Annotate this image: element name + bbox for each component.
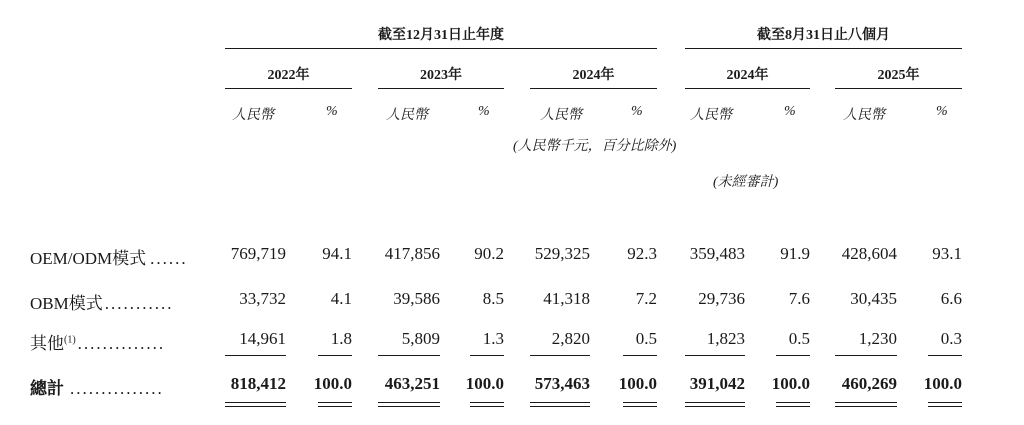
cell-others-2025-amount: 1,230 (858, 329, 897, 348)
unit-pct-2024: % (631, 104, 643, 119)
unit-pct-2025: % (936, 104, 948, 119)
cell-others-2024-8m-pct: 0.5 (788, 329, 810, 348)
cell-oem-2023-amount: 417,856 (384, 244, 440, 263)
row-label-total: 總計 ............... (30, 379, 164, 398)
cell-total-2025-amount: 460,269 (841, 374, 897, 393)
cell-obm-2023-amount: 39,586 (393, 289, 440, 308)
subtotal-rule-2023-pct (470, 355, 504, 356)
cell-oem-2024-pct: 92.3 (627, 244, 657, 263)
unit-pct-2023: % (478, 104, 490, 119)
year-header-2023: 2023年 (420, 68, 462, 83)
subtotal-rule-2023-amount (378, 355, 440, 356)
cell-obm-2024-pct: 7.2 (635, 289, 657, 308)
rule-group1 (225, 48, 657, 49)
rule-year-2025 (835, 88, 962, 89)
subtotal-rule-2025-amount (835, 355, 897, 356)
subtotal-rule-2022-amount (225, 355, 286, 356)
group-title-eight-months: 截至8月31日止八個月 (757, 28, 890, 43)
rule-year-2024-8m (685, 88, 810, 89)
cell-others-2024-pct: 0.5 (635, 329, 657, 348)
cell-obm-2024-8m-amount: 29,736 (698, 289, 745, 308)
cell-total-2024-8m-pct: 100.0 (771, 374, 810, 393)
row-label-oem-odm: OEM/ODM模式 ...... (30, 249, 188, 268)
cell-total-2024-pct: 100.0 (618, 374, 657, 393)
subtotal-rule-2024-8m-pct (776, 355, 810, 356)
cell-obm-2025-pct: 6.6 (940, 289, 962, 308)
cell-obm-2022-pct: 4.1 (330, 289, 352, 308)
unit-rmb-2024: 人民幣 (540, 108, 582, 123)
cell-others-2024-8m-amount: 1,823 (706, 329, 745, 348)
row-label-others: 其他$^{(1)}$ .............. (30, 334, 166, 353)
cell-oem-2025-amount: 428,604 (841, 244, 897, 263)
cell-oem-2025-pct: 93.1 (932, 244, 962, 263)
unit-rmb-2022: 人民幣 (232, 108, 274, 123)
note-unit-thousand: (人民幣千元，百分比除外) (513, 139, 677, 154)
cell-total-2023-pct: 100.0 (465, 374, 504, 393)
cell-others-2024-amount: 2,820 (551, 329, 590, 348)
cell-obm-2024-8m-pct: 7.6 (788, 289, 810, 308)
cell-total-2024-8m-amount: 391,042 (689, 374, 745, 393)
unit-pct-2022: % (326, 104, 338, 119)
row-label-obm: OBM模式 ........... (30, 294, 174, 313)
year-header-2024: 2024年 (572, 68, 615, 83)
rule-year-2022 (225, 88, 352, 89)
cell-obm-2024-amount: 41,318 (543, 289, 590, 308)
subtotal-rule-2022-pct (318, 355, 352, 356)
cell-total-2022-amount: 818,412 (230, 374, 286, 393)
cell-oem-2022-pct: 94.1 (322, 244, 352, 263)
unit-rmb-2023: 人民幣 (386, 108, 428, 123)
cell-oem-2024-8m-pct: 91.9 (780, 244, 810, 263)
cell-others-2025-pct: 0.3 (940, 329, 962, 348)
cell-others-2023-pct: 1.3 (482, 329, 504, 348)
cell-total-2023-amount: 463,251 (384, 374, 440, 393)
cell-obm-2025-amount: 30,435 (850, 289, 897, 308)
cell-oem-2024-amount: 529,325 (534, 244, 590, 263)
unit-rmb-2025: 人民幣 (843, 108, 885, 123)
cell-others-2022-pct: 1.8 (330, 329, 352, 348)
cell-others-2022-amount: 14,961 (239, 329, 286, 348)
subtotal-rule-2024-pct (623, 355, 657, 356)
cell-total-2024-amount: 573,463 (534, 374, 590, 393)
note-unaudited: (未經審計) (713, 175, 779, 190)
cell-others-2023-amount: 5,809 (401, 329, 440, 348)
year-header-2024-8m: 2024年 (726, 68, 769, 83)
year-header-2022: 2022年 (267, 68, 310, 83)
year-header-2025: 2025年 (877, 68, 920, 83)
unit-pct-2024-8m: % (784, 104, 796, 119)
subtotal-rule-2024-amount (530, 355, 590, 356)
cell-oem-2022-amount: 769,719 (230, 244, 286, 263)
cell-total-2022-pct: 100.0 (313, 374, 352, 393)
subtotal-rule-2025-pct (928, 355, 962, 356)
rule-year-2023 (378, 88, 504, 89)
unit-rmb-2024-8m: 人民幣 (690, 108, 732, 123)
cell-oem-2023-pct: 90.2 (474, 244, 504, 263)
footnote-marker: (1) (64, 334, 76, 346)
cell-oem-2024-8m-amount: 359,483 (689, 244, 745, 263)
group-title-fiscal-years: 截至12月31日止年度 (378, 28, 504, 43)
rule-year-2024 (530, 88, 657, 89)
cell-total-2025-pct: 100.0 (923, 374, 962, 393)
cell-obm-2023-pct: 8.5 (482, 289, 504, 308)
cell-obm-2022-amount: 33,732 (239, 289, 286, 308)
subtotal-rule-2024-8m-amount (685, 355, 745, 356)
rule-group2 (685, 48, 962, 49)
